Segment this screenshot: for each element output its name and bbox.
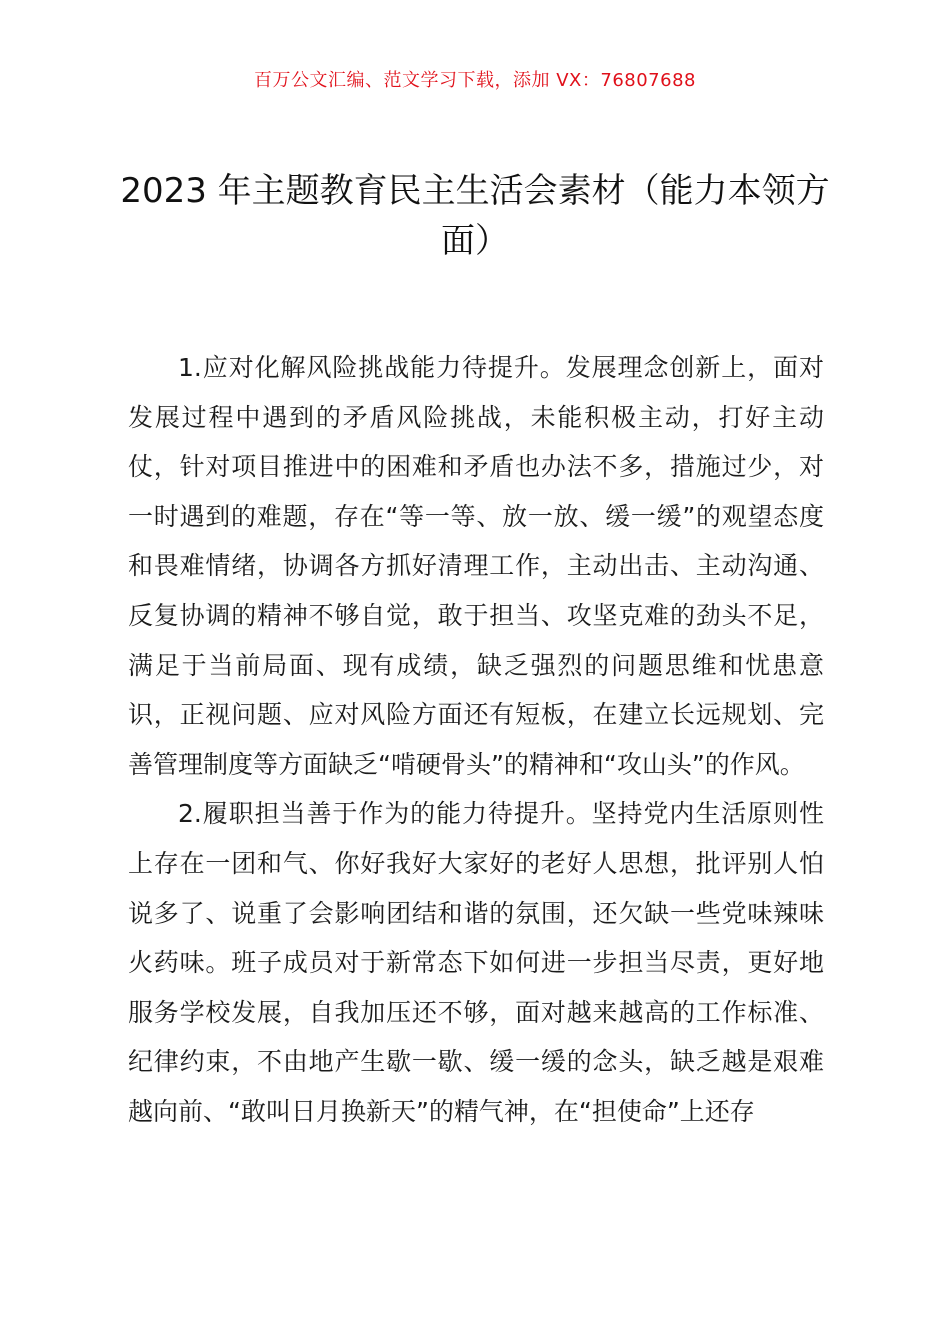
header-note: 百万公文汇编、范文学习下载，添加 VX：76807688 (254, 70, 696, 91)
paragraph-2: 2.履职担当善于作为的能力待提升。坚持党内生活原则性上存在一团和气、你好我好大家好的老好人思想，批评别人怕说多了、说重了会影响团结和谐的氛围，还欠缺一些党味辣味火药味。班子成员对于新常态下如何进一步担当尽责，更好地服务学校发展，自我加压还不够，面对越来越高的工作标准、纪律约束，不由地产生歇一歇、缓一缓的念头，缺乏越是艰难越向前、“敢叫日月换新天”的精气神，在“担使命”上还存 (128, 799, 824, 1126)
paragraph-1: 1.应对化解风险挑战能力待提升。发展理念创新上，面对发展过程中遇到的矛盾风险挑战，未能积极主动，打好主动仗，针对项目推进中的困难和矛盾也办法不多，措施过少，对一时遇到的难题，存在“等一等、放一放、缓一缓”的观望态度和畏难情绪，协调各方抓好清理工作，主动出击、主动沟通、反复协调的精神不够自觉，敢于担当、攻坚克难的劲头不足，满足于当前局面、现有成绩，缺乏强烈的问题思维和忧患意识，正视问题、应对风险方面还有短板，在建立长远规划、完善管理制度等方面缺乏“啃硬骨头”的精神和“攻山头”的作风。 (128, 353, 824, 779)
document-body (128, 343, 824, 1137)
document-title: 2023 年主题教育民主生活会素材（能力本领方面） (120, 171, 830, 261)
